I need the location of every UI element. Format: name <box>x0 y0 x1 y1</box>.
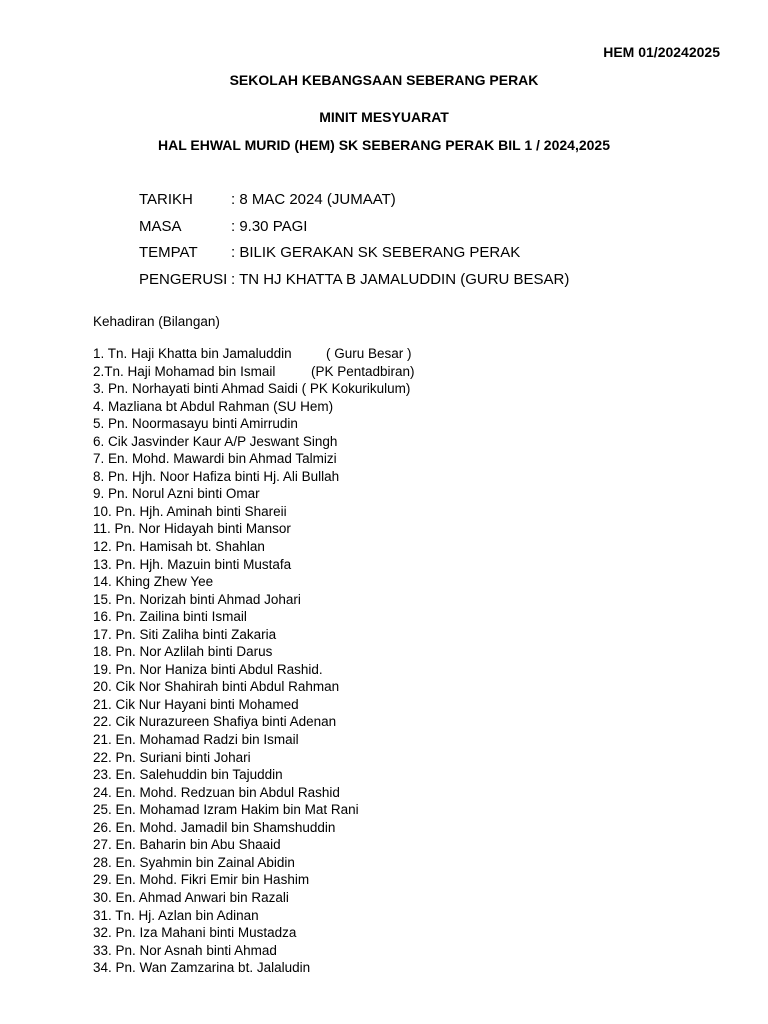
attendance-item <box>93 398 410 416</box>
attendance-item <box>93 749 410 767</box>
attendee-role: ( Guru Besar ) <box>326 346 412 361</box>
detail-value: : 9.30 PAGI <box>231 217 308 235</box>
detail-value: : BILIK GERAKAN SK SEBERANG PERAK <box>231 244 521 261</box>
attendee-name: 27. En. Baharin bin Abu Shaaid <box>93 837 281 853</box>
attendance-item <box>93 573 410 591</box>
attendee-name: 5. Pn. Noormasayu binti Amirrudin <box>93 416 298 432</box>
detail-row-date <box>139 191 569 218</box>
attendee-name: 4. Mazliana bt Abdul Rahman (SU Hem) <box>93 398 334 414</box>
attendee-name: 16. Pn. Zailina binti Ismail <box>93 609 247 625</box>
detail-value: : TN HJ KHATTA B JAMALUDDIN (GURU BESAR) <box>231 270 570 288</box>
attendee-name: 7. En. Mohd. Mawardi bin Ahmad Talmizi <box>93 451 337 467</box>
attendee-name: 12. Pn. Hamisah bt. Shahlan <box>93 539 265 555</box>
attendee-name: 19. Pn. Nor Haniza binti Abdul Rashid. <box>93 661 323 677</box>
attendance-item <box>93 345 410 363</box>
attendee-name: 30. En. Ahmad Anwari bin Razali <box>93 889 289 905</box>
attendee-name: 34. Pn. Wan Zamzarina bt. Jalaludin <box>93 960 311 976</box>
attendance-item <box>93 836 410 854</box>
school-name: SEKOLAH KEBANGSAAN SEBERANG PERAK <box>229 72 539 88</box>
attendee-name: 2.Tn. Haji Mohamad bin Ismail <box>93 363 276 379</box>
attendee-name: 18. Pn. Nor Azlilah binti Darus <box>93 644 273 660</box>
detail-row-venue <box>139 244 569 271</box>
attendee-name: 29. En. Mohd. Fikri Emir bin Hashim <box>93 872 310 888</box>
attendee-role: (PK Pentadbiran) <box>311 363 415 379</box>
attendee-name: 11. Pn. Nor Hidayah binti Mansor <box>93 521 291 537</box>
document-reference: HEM 01/20242025 <box>603 44 720 60</box>
attendance-item <box>93 784 410 802</box>
meeting-details <box>139 191 569 297</box>
attendee-name: 23. En. Salehuddin bin Tajuddin <box>93 767 283 783</box>
attendee-name: 21. Cik Nur Hayani binti Mohamed <box>93 696 299 712</box>
attendance-heading: Kehadiran (Bilangan) <box>93 314 220 329</box>
attendance-item <box>93 766 410 784</box>
attendee-name: 22. Cik Nurazureen Shafiya binti Adenan <box>93 714 337 730</box>
attendee-name: 32. Pn. Iza Mahani binti Mustadza <box>93 925 297 941</box>
attendee-name: 3. Pn. Norhayati binti Ahmad Saidi ( PK Kokurikulum) <box>93 381 411 397</box>
attendee-name: 6. Cik Jasvinder Kaur A/P Jeswant Singh <box>93 433 338 449</box>
attendance-list <box>93 345 415 977</box>
attendee-name: 28. En. Syahmin bin Zainal Abidin <box>93 854 295 870</box>
detail-label: PENGERUSI <box>139 270 228 288</box>
attendance-item <box>93 415 410 433</box>
attendance-item <box>93 556 410 574</box>
attendance-item <box>93 819 410 837</box>
attendee-name: 24. En. Mohd. Redzuan bin Abdul Rashid <box>93 784 340 800</box>
attendance-item <box>93 801 410 819</box>
attendee-name: 31. Tn. Hj. Azlan bin Adinan <box>93 907 259 923</box>
attendee-name: 33. Pn. Nor Asnah binti Ahmad <box>93 942 277 958</box>
attendance-item <box>93 503 410 521</box>
attendance-item <box>93 608 410 626</box>
attendance-item <box>93 924 410 942</box>
attendance-item <box>93 713 410 731</box>
attendee-name: 20. Cik Nor Shahirah binti Abdul Rahman <box>93 679 340 695</box>
attendance-item <box>93 363 415 381</box>
attendance-item <box>93 871 410 889</box>
detail-label: TARIKH <box>139 191 193 208</box>
attendance-item <box>93 538 410 556</box>
attendance-item <box>93 380 410 398</box>
attendance-item <box>93 959 410 977</box>
attendance-item <box>93 907 410 925</box>
attendee-name: 9. Pn. Norul Azni binti Omar <box>93 486 260 502</box>
attendance-item <box>93 678 410 696</box>
attendance-item <box>93 485 410 503</box>
attendance-item <box>93 661 410 679</box>
attendance-item <box>93 696 410 714</box>
attendee-name: 22. Pn. Suriani binti Johari <box>93 749 251 765</box>
attendance-item <box>93 731 410 749</box>
detail-value: : 8 MAC 2024 (JUMAAT) <box>231 191 396 208</box>
attendee-name: 21. En. Mohamad Radzi bin Ismail <box>93 732 299 748</box>
attendee-name: 8. Pn. Hjh. Noor Hafiza binti Hj. Ali Bullah <box>93 468 340 484</box>
attendance-item <box>93 643 410 661</box>
attendee-name: 14. Khing Zhew Yee <box>93 574 214 590</box>
attendance-item <box>93 889 410 907</box>
document-type-heading: MINIT MESYUARAT <box>319 109 449 125</box>
attendance-item <box>93 468 410 486</box>
detail-row-time <box>139 218 569 245</box>
attendance-item <box>93 942 410 960</box>
attendance-item <box>93 520 410 538</box>
meeting-title: HAL EHWAL MURID (HEM) SK SEBERANG PERAK BIL 1 / 2024,2025 <box>158 137 610 153</box>
attendance-item <box>93 626 410 644</box>
attendance-item <box>93 854 410 872</box>
attendee-name: 25. En. Mohamad Izram Hakim bin Mat Rani <box>93 802 359 818</box>
attendee-name: 17. Pn. Siti Zaliha binti Zakaria <box>93 626 277 642</box>
attendee-name: 15. Pn. Norizah binti Ahmad Johari <box>93 591 301 607</box>
detail-label: TEMPAT <box>139 244 198 261</box>
attendance-item <box>93 450 410 468</box>
attendance-item <box>93 591 410 609</box>
attendee-name: 10. Pn. Hjh. Aminah binti Shareii <box>93 503 287 519</box>
detail-row-chairperson <box>139 271 569 298</box>
attendee-name: 13. Pn. Hjh. Mazuin binti Mustafa <box>93 556 292 572</box>
attendee-name: 1. Tn. Haji Khatta bin Jamaluddin <box>93 346 292 361</box>
attendee-name: 26. En. Mohd. Jamadil bin Shamshuddin <box>93 819 336 835</box>
attendance-item <box>93 433 410 451</box>
detail-label: MASA <box>139 217 182 235</box>
